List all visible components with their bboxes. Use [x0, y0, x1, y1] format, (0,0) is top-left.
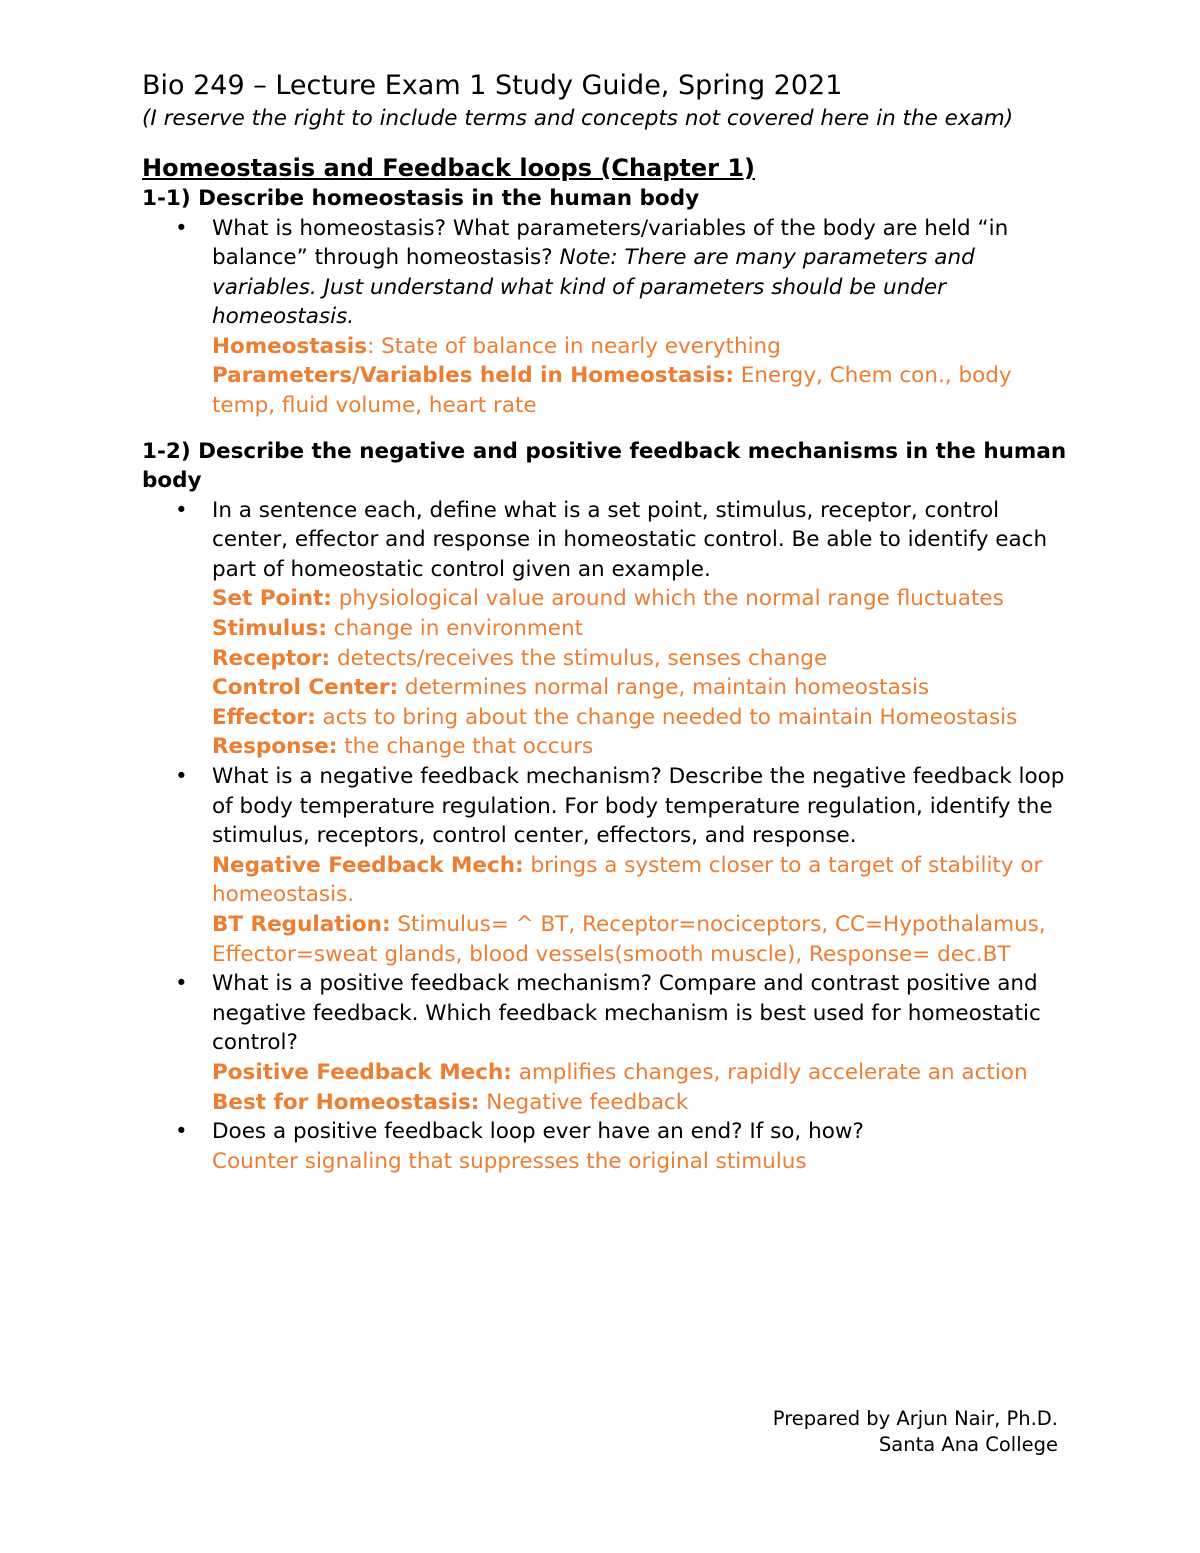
bullet-icon: •: [175, 764, 188, 789]
answer-line: Best for Homeostasis: Negative feedback: [212, 1089, 689, 1115]
prompt-text: What is homeostasis? What parameters/variables of the body are held “in balance” through homeostasis? Note: There are many parameters and variables. Just understand what kind of parameters should be under homeostasis.: [212, 215, 1009, 330]
bullet-icon: •: [175, 215, 188, 241]
list-item: [142, 496, 1072, 762]
prompt-text: What is a negative feedback mechanism? Describe the negative feedback loop of body temperature regulation. For body temperature regulation, identify the stimulus, receptors, control center, effectors, and response.: [212, 764, 1065, 849]
answer-line: Negative Feedback Mech: brings a system closer to a target of stability or homeostasis.: [212, 852, 1043, 908]
question-heading-1-2: 1-2) Describe the negative and positive feedback mechanisms in the human body: [142, 438, 1067, 494]
footer: [773, 1406, 1058, 1458]
note-text: Note: There are many parameters and variables. Just understand what kind of parameters should be under homeostasis.: [212, 245, 975, 330]
institution-line: Santa Ana College: [878, 1433, 1058, 1456]
question-1-1-list: [142, 214, 1072, 421]
answer-line: BT Regulation: Stimulus= ^ BT, Receptor=nociceptors, CC=Hypothalamus, Effector=sweat glands, blood vessels(smooth muscle), Response= dec.BT: [212, 911, 1046, 967]
answer-line: Effector: acts to bring about the change needed to maintain Homeostasis: [212, 704, 1018, 730]
bullet-icon: •: [175, 1119, 188, 1145]
list-item: [142, 762, 1072, 969]
answer-line: Counter signaling that suppresses the original stimulus: [212, 1148, 807, 1174]
document-subtitle: (I reserve the right to include terms and concepts not covered here in the exam): [142, 106, 1014, 131]
list-item: [142, 214, 1072, 421]
answer-line: Response: the change that occurs: [212, 734, 594, 760]
bullet-icon: •: [175, 497, 188, 523]
bullet-icon: •: [175, 971, 188, 997]
answer-line: Receptor: detects/receives the stimulus, senses change: [212, 645, 828, 671]
answer-line: Parameters/Variables held in Homeostasis: Energy, Chem con., body temp, fluid volume, heart rate: [212, 363, 1012, 419]
document-title: Bio 249 – Lecture Exam 1 Study Guide, Spring 2021: [142, 70, 843, 101]
list-item: [142, 969, 1072, 1117]
answer-line: Set Point: physiological value around which the normal range fluctuates: [212, 586, 1004, 612]
answer-line: Positive Feedback Mech: amplifies changes, rapidly accelerate an action: [212, 1059, 1028, 1085]
document-page: [142, 68, 1072, 1176]
prompt-text: Does a positive feedback loop ever have an end? If so, how?: [212, 1119, 864, 1145]
list-item: [142, 1117, 1072, 1176]
answer-line: Stimulus: change in environment: [212, 616, 584, 642]
section-heading: Homeostasis and Feedback loops (Chapter 1): [142, 154, 756, 182]
author-line: Prepared by Arjun Nair, Ph.D.: [772, 1407, 1058, 1430]
answer-line: Control Center: determines normal range, maintain homeostasis: [212, 675, 930, 701]
prompt-text: What is a positive feedback mechanism? Compare and contrast positive and negative feedback. Which feedback mechanism is best used for homeostatic control?: [212, 971, 1041, 1056]
prompt-text: In a sentence each, define what is a set point, stimulus, receptor, control center, effector and response in homeostatic control. Be able to identify each part of homeostatic control given an example.: [212, 497, 1048, 582]
question-1-2-list: [142, 496, 1072, 1177]
question-heading-1-1: 1-1) Describe homeostasis in the human body: [142, 186, 700, 211]
answer-line: Homeostasis: State of balance in nearly everything: [212, 333, 781, 359]
